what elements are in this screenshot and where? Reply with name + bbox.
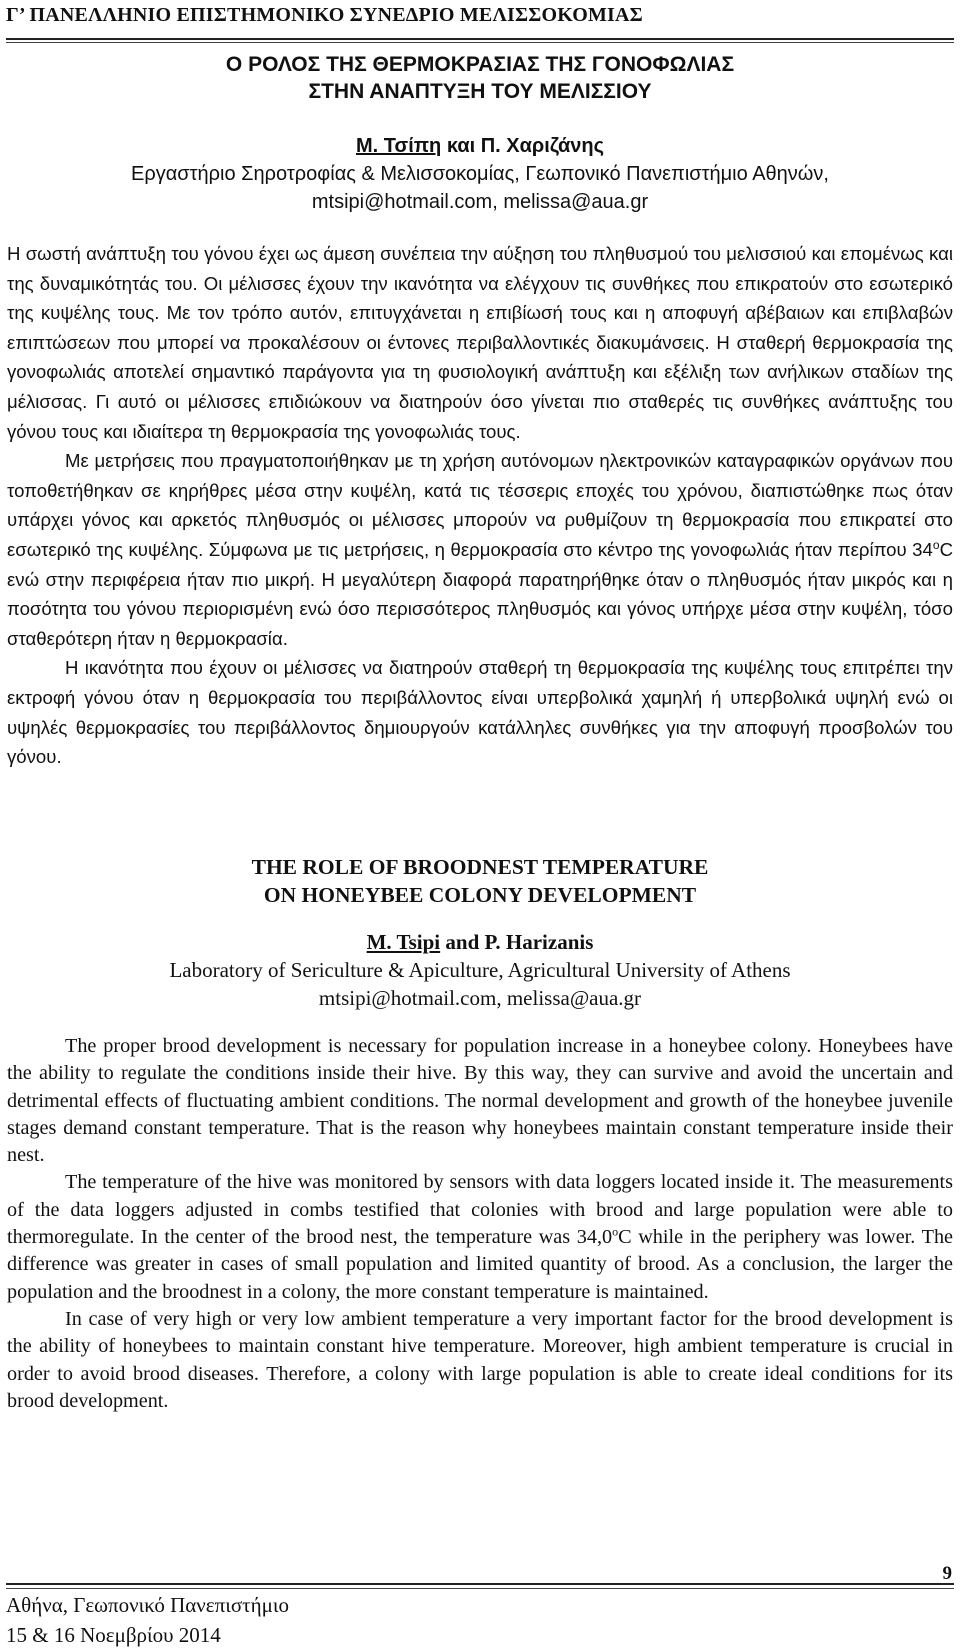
header-rule-thick xyxy=(6,38,954,40)
conference-header: Γ’ ΠΑΝΕΛΛΗΝΙΟ ΕΠΙΣΤΗΜΟΝΙΚΟ ΣΥΝΕΔΡΙΟ ΜΕΛΙΣΣΟΚΟΜΙΑΣ xyxy=(6,4,643,26)
english-paragraph-2 xyxy=(7,1169,953,1305)
greek-emails: mtsipi@hotmail.com, melissa@aua.gr xyxy=(311,191,649,213)
english-title xyxy=(0,853,960,909)
greek-author-1: Μ. Τσίπη xyxy=(356,135,442,157)
header-rule-thin xyxy=(6,42,954,43)
page-number: 9 xyxy=(942,1563,952,1584)
english-author-2: P. Harizanis xyxy=(484,930,594,954)
english-paragraph-2-rest: C while in the periphery was lower. The difference was greater in cases of small population and limited quantity of brood. As a conclusion, the larger the population and the broodnest in a colony, the more constant temperature is maintained. xyxy=(7,1226,954,1303)
greek-authors xyxy=(0,132,960,160)
greek-paragraph-2 xyxy=(7,446,953,653)
greek-author-block xyxy=(0,132,960,216)
footer-rule-thick xyxy=(6,1583,954,1585)
greek-paragraph-2-text: Με μετρήσεις που πραγματοποιήθηκαν με τη χρήση αυτόνομων ηλεκτρονικών καταγραφικών οργάνων που τοποθετήθηκαν σε κηρήθρες μέσα στην κυψέλη, κατά τις τέσσερις εποχές του χρόνου, διαπιστώθηκε πως όταν υπάρχει γόνος και αρκετός πληθυσμός οι μέλισσες μπορούν να ρυθμίζουν τη θερμοκρασία που επικρατεί στο εσωτερικό της κυψέλης. Σύμφωνα με τις μετρήσεις, η θερμοκρασία στο κέντρο της γονοφωλιάς ήταν περίπου 34 xyxy=(7,450,953,560)
greek-paragraph-3: Η ικανότητα που έχουν οι μέλισσες να διατηρούν σταθερή τη θερμοκρασία της κυψέλης τους επιτρέπει την εκτροφή γόνου όταν η θερμοκρασία του περιβάλλοντος είναι υπερβολικά χαμηλή ή υπερβολικά υψηλή ενώ οι υψηλές θερμοκρασίες του περιβάλλοντος δημιουργούν κατάλληλες συνθήκες για την αποφυγή προσβολών του γόνου. xyxy=(7,657,953,768)
english-author-1: M. Tsipi xyxy=(366,930,441,954)
english-paragraph-1: The proper brood development is necessary for population increase in a honeybee colony. Honeybees have the ability to regulate the conditions inside their hive. By this way, they can survive and avoid the uncertain and detrimental effects of fluctuating ambient conditions. The normal development and growth of the honeybee juvenile stages demand constant temperature. That is the reason why honeybees maintain constant temperature inside their nest. xyxy=(7,1035,953,1167)
degree-superscript: ο xyxy=(932,537,940,552)
greek-author-2: Π. Χαριζάνης xyxy=(480,135,604,157)
english-affiliation: Laboratory of Sericulture & Apiculture, Agricultural University of Athens xyxy=(169,958,791,982)
greek-title-line1: Ο ΡΟΛΟΣ ΤΗΣ ΘΕΡΜΟΚΡΑΣΙΑΣ ΤΗΣ ΓΟΝΟΦΩΛΙΑΣ xyxy=(225,53,735,76)
english-title-line1: THE ROLE OF BROODNEST TEMPERATURE xyxy=(251,855,709,879)
english-author-block xyxy=(0,928,960,1012)
greek-affiliation: Εργαστήριο Σηροτροφίας & Μελισσοκομίας, Γεωπονικό Πανεπιστήμιο Αθηνών, xyxy=(131,163,829,185)
greek-title-line2: ΣΤΗΝ ΑΝΑΠΤΥΞΗ ΤΟΥ ΜΕΛΙΣΣΙΟΥ xyxy=(308,80,652,103)
english-title-line2: ON HONEYBEE COLONY DEVELOPMENT xyxy=(263,883,697,907)
footer-dates: 15 & 16 Νοεμβρίου 2014 xyxy=(6,1623,221,1647)
degree-superscript: o xyxy=(612,1224,619,1239)
english-paragraph-2-text: The temperature of the hive was monitored by sensors with data loggers located inside it. The measurements of the data loggers adjusted in combs testified that colonies with brood and large population were able to thermoregulate. In the center of the brood nest, the temperature was 34,0 xyxy=(7,1171,953,1249)
greek-title xyxy=(0,51,960,105)
english-emails: mtsipi@hotmail.com, melissa@aua.gr xyxy=(318,986,642,1010)
greek-abstract xyxy=(7,239,953,772)
greek-author-and: και xyxy=(441,135,481,157)
footer xyxy=(6,1590,289,1650)
greek-paragraph-1: Η σωστή ανάπτυξη του γόνου έχει ως άμεση συνέπεια την αύξηση του πληθυσμού του μελισσιού και επομένως και της δυναμικότητάς του. Οι μέλισσες έχουν την ικανότητα να ελέγχουν τις συνθήκες που επικρατούν στο εσωτερικό της κυψέλης τους. Με τον τρόπο αυτόν, επιτυγχάνεται η επιβίωσή τους και η αποφυγή αβέβαιων και επιβλαβών επιπτώσεων που μπορεί να προκαλέσουν οι έντονες περιβαλλοντικές διακυμάνσεις. Η σταθερή θερμοκρασία της γονοφωλιάς αποτελεί σημαντικό παράγοντα για τη φυσιολογική ανάπτυξη και εξέλιξη των ανήλικων σταδίων της μέλισσας. Γι αυτό οι μέλισσες επιδιώκουν να διατηρούν όσο γίνεται πιο σταθερές τις συνθήκες ανάπτυξης του γόνου τους και ιδιαίτερα τη θερμοκρασία της γονοφωλιάς τους. xyxy=(7,243,953,442)
english-authors xyxy=(0,928,960,956)
footer-rule-thin xyxy=(6,1588,954,1589)
english-author-and: and xyxy=(440,930,485,954)
footer-location: Αθήνα, Γεωπονικό Πανεπιστήμιο xyxy=(6,1593,289,1617)
english-abstract xyxy=(7,1033,953,1415)
greek-paragraph-2-rest: C ενώ στην περιφέρεια ήταν πιο μικρή. Η μεγαλύτερη διαφορά παρατηρήθηκε όταν ο πληθυσμός ήταν μικρός και η ποσότητα του γόνου περιορισμένη ενώ όσο περισσότερος πληθυσμός και γόνος υπήρχε μέσα στην κυψέλη, τόσο σταθερότερη ήταν η θερμοκρασία. xyxy=(7,538,953,649)
english-paragraph-3: In case of very high or very low ambient temperature a very important factor for the brood development is the ability of honeybees to maintain constant hive temperature. Moreover, high ambient temperature is crucial in order to avoid brood diseases. Therefore, a colony with large population is able to create ideal conditions for its brood development. xyxy=(7,1307,953,1412)
